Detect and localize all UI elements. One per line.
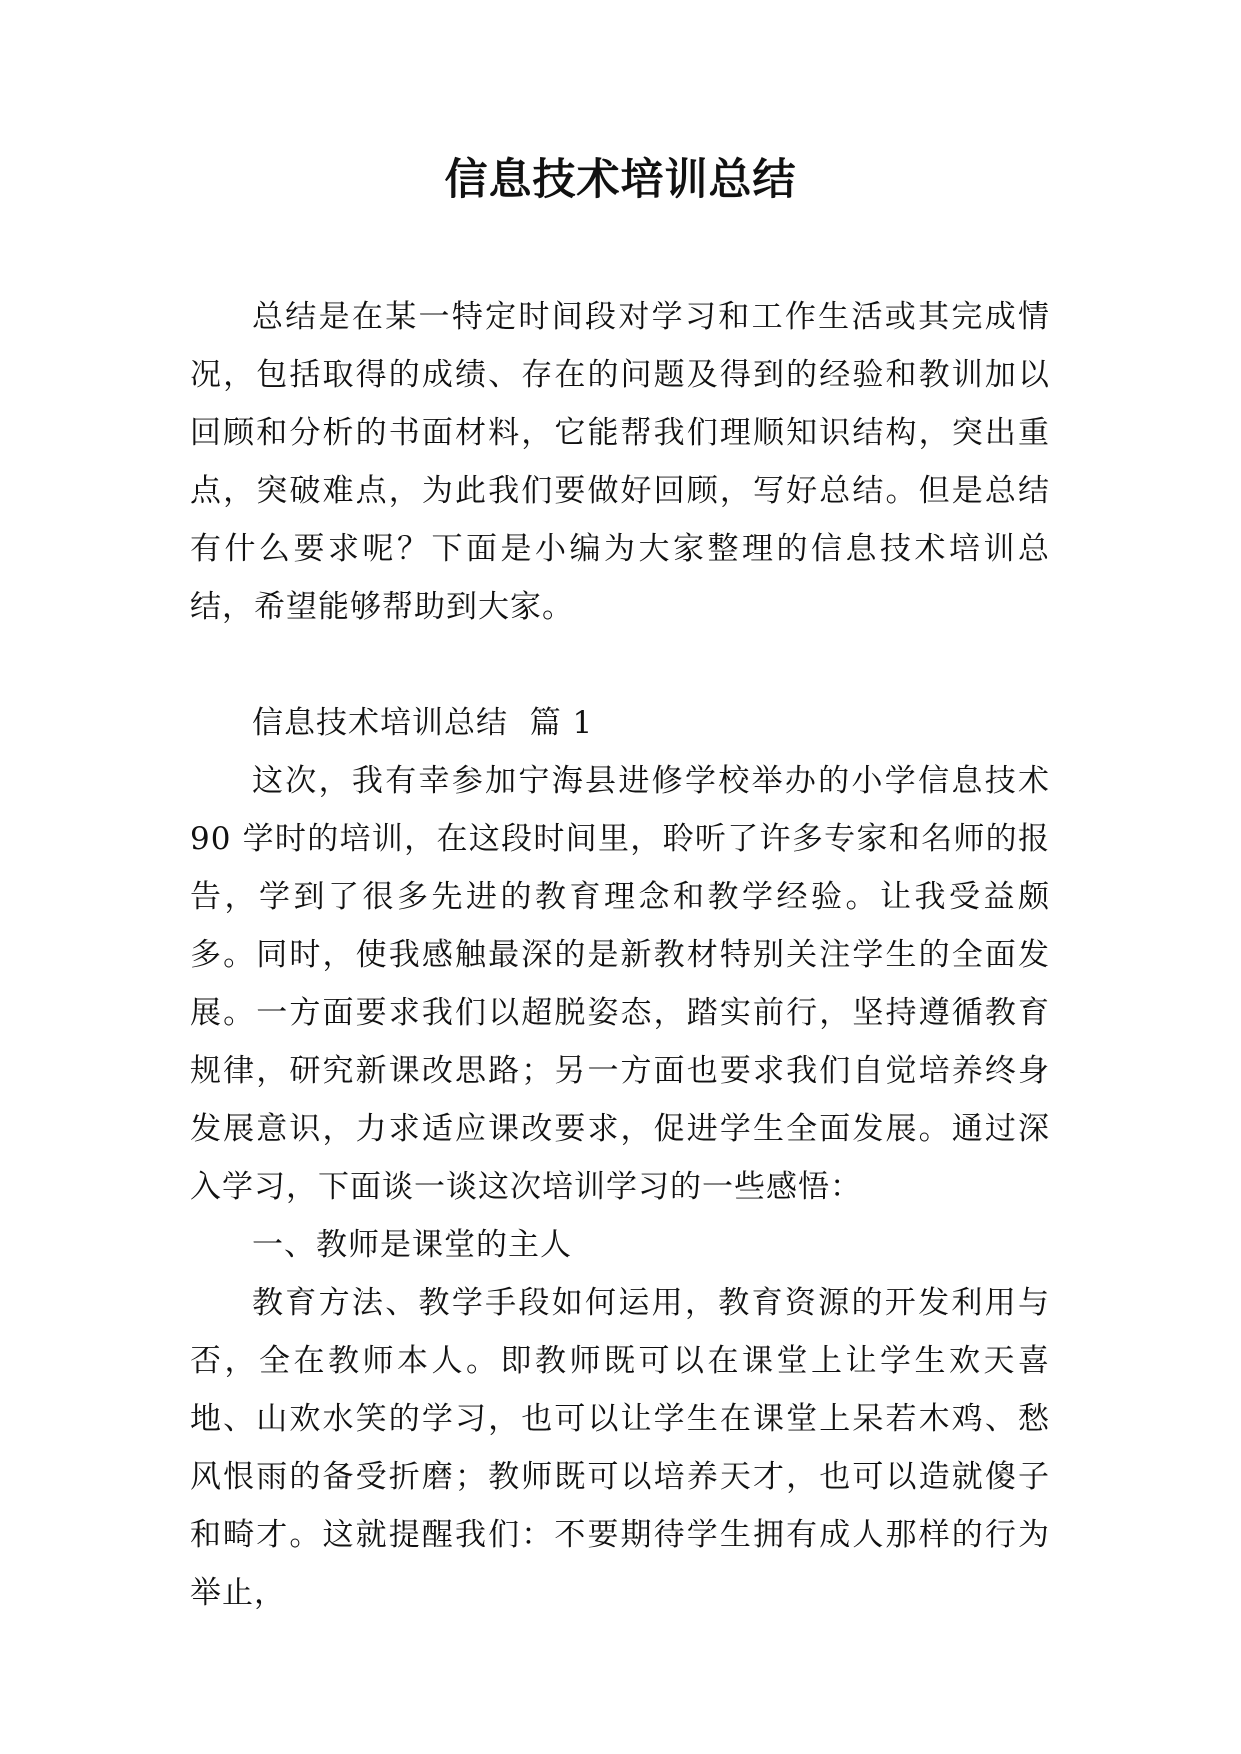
section-1-paragraph-2: 教育方法、教学手段如何运用，教育资源的开发利用与否，全在教师本人。即教师既可以在课堂上让学生欢天喜地、山欢水笑的学习，也可以让学生在课堂上呆若木鸡、愁风恨雨的备受折磨；教师既可以培养天才，也可以造就傻子和畸才。这就提醒我们：不要期待学生拥有成人那样的行为举止， [190, 1285, 1050, 1611]
section-1 [190, 694, 1050, 1622]
section-1-subheading-1: 一、教师是课堂的主人 [252, 1227, 572, 1263]
document-title: 信息技术培训总结 [444, 155, 797, 205]
intro-paragraph: 总结是在某一特定时间段对学习和工作生活或其完成情况，包括取得的成绩、存在的问题及得到的经验和教训加以回顾和分析的书面材料，它能帮我们理顺知识结构，突出重点，突破难点，为此我们要做好回顾，写好总结。但是总结有什么要求呢？下面是小编为大家整理的信息技术培训总结，希望能够帮助到大家。 [190, 299, 1050, 625]
section-1-heading: 信息技术培训总结 篇 1 [252, 705, 594, 741]
section-1-paragraph-1: 这次，我有幸参加宁海县进修学校举办的小学信息技术 90 学时的培训，在这段时间里，聆听了许多专家和名师的报告，学到了很多先进的教育理念和教学经验。让我受益颇多。同时，使我感触最深的是新教材特别关注学生的全面发展。一方面要求我们以超脱姿态，踏实前行，坚持遵循教育规律，研究新课改思路；另一方面也要求我们自觉培养终身发展意识，力求适应课改要求，促进学生全面发展。通过深入学习，下面谈一谈这次培训学习的一些感悟： [190, 763, 1050, 1205]
